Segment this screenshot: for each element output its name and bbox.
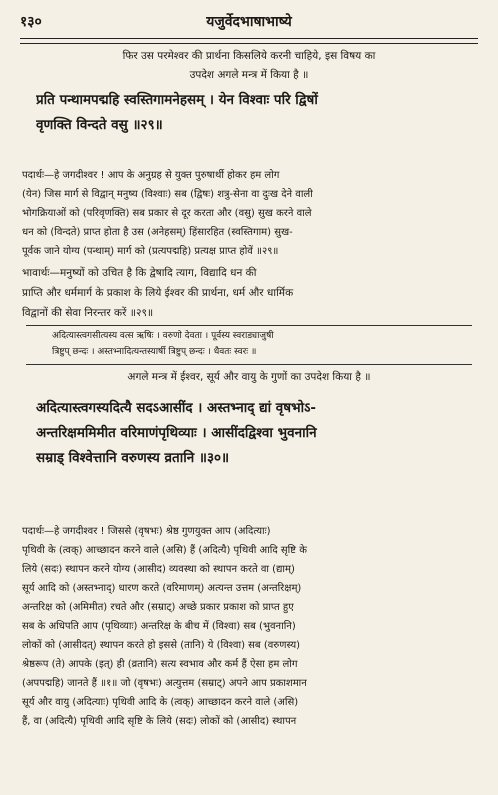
text-line: हैं, वा (अदित्यै) पृथिवी आदि सृष्टि के लिये (सदः) लोकों को (आसीद) स्थापन: [22, 716, 297, 727]
section-rule-bottom: [26, 364, 472, 365]
text-line: विद्वानों की सेवा निरन्तर करें ॥२९॥: [22, 307, 154, 319]
text-line: उपदेश अगले मन्त्र में किया है ॥: [189, 69, 309, 81]
text-line: भोगक्रियाओं को (परिवृणक्ति) सब प्रकार से दूर करता और (वसु) सुख करने वाले: [22, 208, 312, 219]
text-line: पदार्थः—हे जगदीश्वर ! जिससे (वृषभः) श्रेष्ठ गुणयुक्त आप (अदित्याः): [22, 526, 271, 537]
section-rule-top: [26, 325, 472, 326]
mantra-line: प्रति पन्थामपद्महि स्वस्तिगामनेहसम् । येन विश्वाः परि द्विषों: [36, 92, 318, 108]
rishi-devata-info: [22, 328, 476, 360]
mantra-29: [22, 88, 476, 138]
text-line: पदार्थः—हे जगदीश्वर ! आप के अनुग्रह से युक्त पुरुषार्थी होकर हम लोग: [22, 170, 280, 181]
text-line: पूर्वक जाने योग्य (पन्थाम्) मार्ग को (प्रत्यपद्महि) प्रत्यक्ष प्राप्त होवें ॥२९॥: [22, 246, 279, 257]
mantra-line: अदित्यास्त्वगस्यदित्यै सदऽआसींद । अस्तभ्नाद् द्यां वृषभोऽ-: [36, 400, 316, 416]
text-line: सब के अधिपति आप (पृथिव्याः) अन्तरिक्ष के बीच में (विश्वा) सब (भुवनानि): [22, 621, 296, 632]
text-line: लिये (सदः) स्थापन करने योग्य (आसीद) व्यवस्था को स्थापन करते वा (द्याम्): [22, 564, 295, 575]
bhavartha-29: [22, 263, 476, 323]
text-line: सूर्य आदि को (अस्तभ्नाद्) धारण करते (वरिमाणम्) अत्यन्त उत्तम (अन्तरिक्षम्): [22, 583, 302, 594]
text-line: लोकों को (आसीदत्) स्थापन करते हो इससे (तानि) ये (विश्वा) सब (वरुणस्य): [22, 640, 301, 651]
text-line: प्राप्ति और धर्ममार्ग के प्रकाश के लिये ईश्वर की प्रार्थना, धर्म और धार्मिक: [22, 287, 294, 299]
text-line: अदित्यास्त्वगसीत्यस्य वत्स ऋषिः । वरुणो देवता । पूर्वस्य स्वराड्याजुषी: [52, 331, 274, 341]
running-title: यजुर्वेदभाषाभाष्ये: [206, 13, 292, 30]
text-line: श्रेष्ठरूप (ते) आपके (इत्) ही (व्रतानि) सत्य स्वभाव और कर्म हैं ऐसा हम लोग: [22, 659, 298, 670]
text-line: अन्तरिक्ष को (अमिमीत) रचते और (सम्राट्) अच्छे प्रकार प्रकाश को प्राप्त हुए: [22, 602, 294, 613]
page-number: १३०: [20, 13, 42, 30]
text-line: पृथिवी के (त्वक्) आच्छादन करने वाले (असि) हैं (अदित्यै) पृथिवी आदि सृष्टि के: [22, 545, 307, 556]
text-line: अगले मन्त्र में ईश्वर, सूर्य और वायु के गुणों का उपदेश किया है ॥: [127, 371, 371, 383]
text-line: भावार्थः—मनुष्यों को उचित है कि द्वेषादि त्याग, विद्यादि धन की: [22, 267, 257, 279]
text-line: त्रिष्टुप् छन्दः । अस्तभ्नादित्यन्तस्यार्षी त्रिष्टुप् छन्दः । धैवतः स्वरः ॥: [52, 347, 257, 357]
mantra-line: सम्राड् विश्वेत्तानि वरुणस्य व्रतानि ॥३०॥: [36, 450, 230, 466]
page-header: [20, 6, 478, 36]
mantra-line: वृणक्ति विन्दते वसु ॥२९॥: [36, 117, 163, 133]
padartha-30: [22, 522, 476, 731]
mantra-30: [22, 396, 476, 471]
text-line: फिर उस परमेश्वर की प्रार्थना किसलिये करनी चाहिये, इस विषय का: [122, 50, 376, 62]
text-line: (येन) जिस मार्ग से विद्वान् मनुष्य (विश्वाः) सब (द्विषः) शत्रु-सेना वा दुःख देने वाली: [22, 189, 313, 200]
text-line: (अपपद्महि) जानते हैं ॥१॥ जो (वृषभः) अत्युत्तम (सम्राट्) अपने आप प्रकाशमान: [22, 678, 307, 689]
text-line: धन को (विन्दते) प्राप्त होता है उस (अनेहसम्) हिंसारहित (स्वस्तिगाम) सुख-: [22, 227, 293, 238]
intro-paragraph-2: [22, 368, 476, 387]
text-line: सूर्य और वायु (अदित्याः) पृथिवी आदि के (त्वक्) आच्छादन करने वाले (असि): [22, 697, 299, 708]
header-rule: [20, 38, 478, 44]
intro-paragraph-1: [22, 47, 476, 85]
padartha-29: [22, 166, 476, 261]
mantra-line: अन्तरिक्षममिमीत वरिमाणंपृथिव्याः । आसींदद्विश्वा भुवनानि: [36, 425, 317, 441]
